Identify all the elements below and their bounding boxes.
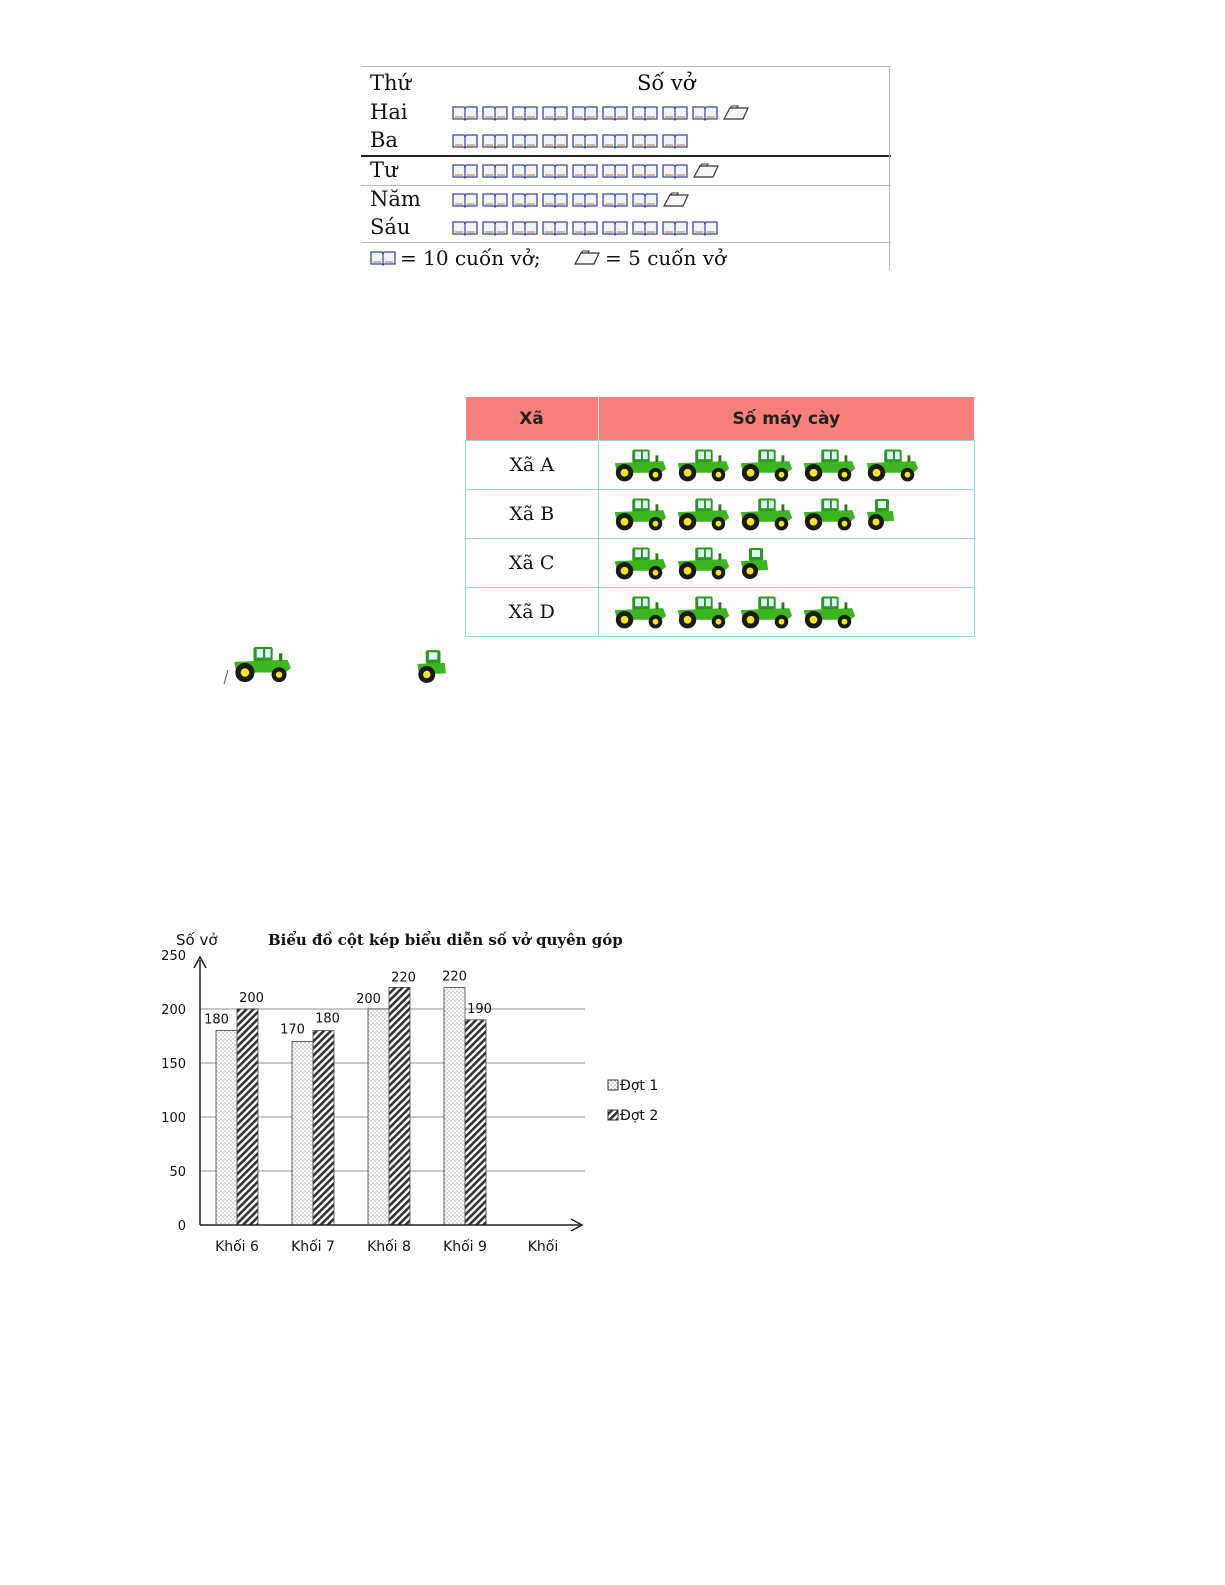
notebook-icon <box>512 133 538 149</box>
notebook-icon <box>572 220 598 236</box>
chart-ylabel: Số vở <box>176 931 218 949</box>
notebook-icon <box>602 220 628 236</box>
notebook-icon <box>572 105 598 121</box>
notebook-icon <box>512 105 538 121</box>
header-commune: Xã <box>466 397 599 441</box>
tractor-row <box>466 539 975 588</box>
y-tick-label: 100 <box>161 1111 186 1126</box>
tractor-icon <box>737 447 795 483</box>
notebook-icon <box>512 220 538 236</box>
day-label: Sáu <box>370 215 411 239</box>
y-tick-label: 150 <box>161 1057 186 1072</box>
notebook-icon <box>632 133 658 149</box>
notebook-icons <box>452 163 724 179</box>
notebook-icon <box>572 133 598 149</box>
half-notebook-icon <box>722 105 750 121</box>
tractor-icon <box>800 496 858 532</box>
x-tick-label: Khối 8 <box>367 1239 411 1255</box>
chart-title: Biểu đồ cột kép biểu diễn số vở quyên góp <box>268 931 623 949</box>
bar-1 <box>444 987 465 1225</box>
legend-swatch-series-1 <box>608 1080 618 1090</box>
tractor-icon <box>863 447 921 483</box>
x-tick-label: Khối 6 <box>215 1239 259 1255</box>
header-day: Thứ <box>370 71 412 95</box>
bar-chart <box>150 920 680 1265</box>
x-tick-label: Khối 7 <box>291 1239 335 1255</box>
notebook-row <box>361 127 891 157</box>
tractor-legend-full-icon <box>222 640 296 686</box>
half-notebook-icon <box>692 163 720 179</box>
notebook-icon <box>482 192 508 208</box>
y-tick-label: 50 <box>169 1165 186 1180</box>
notebook-icon <box>542 105 568 121</box>
tractor-icon <box>674 594 732 630</box>
day-label: Ba <box>370 128 398 152</box>
notebook-table-header <box>361 66 891 99</box>
tractor-icon <box>674 496 732 532</box>
notebook-icon <box>452 163 478 179</box>
commune-name: Xã D <box>466 588 599 637</box>
tractor-icon <box>737 594 795 630</box>
notebook-icon <box>542 192 568 208</box>
half-notebook-icon <box>662 192 690 208</box>
bar-1 <box>216 1031 237 1225</box>
notebook-icon <box>482 220 508 236</box>
commune-name: Xã C <box>466 539 599 588</box>
half-tractor-icon <box>863 497 897 531</box>
bar-2 <box>313 1031 334 1225</box>
chart-xlabel: Khối <box>527 1239 559 1255</box>
tractor-icon <box>674 447 732 483</box>
commune-name: Xã B <box>466 490 599 539</box>
notebook-icon <box>662 163 688 179</box>
notebook-icon <box>452 105 478 121</box>
notebook-icon <box>692 220 718 236</box>
y-tick-label: 250 <box>161 949 186 964</box>
tractor-icons-cell <box>598 588 975 637</box>
notebook-icon <box>692 105 718 121</box>
notebook-icon <box>542 133 568 149</box>
notebook-icon <box>662 105 688 121</box>
notebook-icon <box>632 192 658 208</box>
notebook-icon <box>370 250 396 266</box>
tractor-icon <box>611 545 669 581</box>
notebook-icon <box>452 220 478 236</box>
tractor-icon <box>611 447 669 483</box>
notebook-icon <box>482 133 508 149</box>
tractor-icon <box>611 594 669 630</box>
y-tick-label: 200 <box>161 1003 186 1018</box>
bar-1 <box>292 1041 313 1225</box>
legend-series-2: Đợt 2 <box>620 1108 659 1124</box>
bar-value-label: 220 <box>442 969 467 985</box>
bar-2 <box>389 987 410 1225</box>
tractor-row <box>466 588 975 637</box>
tractor-icons-cell <box>598 539 975 588</box>
bar-value-label: 180 <box>315 1011 340 1027</box>
notebook-icon <box>512 192 538 208</box>
notebook-icons <box>452 105 754 121</box>
notebook-icon <box>482 105 508 121</box>
tractor-icon <box>800 594 858 630</box>
half-notebook-icon <box>573 250 601 266</box>
notebook-icons <box>452 220 722 236</box>
x-tick-label: Khối 9 <box>443 1239 487 1255</box>
notebook-icon <box>662 133 688 149</box>
y-tick-label: 0 <box>177 1219 186 1234</box>
notebook-icon <box>632 163 658 179</box>
tractor-icon <box>611 496 669 532</box>
header-notebook-count: Số vở <box>637 71 696 95</box>
legend-half-label: = 5 cuốn vở <box>605 246 727 270</box>
bar-value-label: 180 <box>204 1012 229 1028</box>
notebook-icon <box>602 192 628 208</box>
notebook-icon <box>452 192 478 208</box>
notebook-row <box>361 99 891 127</box>
notebook-icon <box>542 220 568 236</box>
notebook-icon <box>542 163 568 179</box>
tractor-icons-cell <box>598 490 975 539</box>
notebook-icon <box>572 163 598 179</box>
notebook-row <box>361 214 891 243</box>
notebook-icon <box>662 220 688 236</box>
bar-value-label: 200 <box>239 991 264 1006</box>
notebook-icon <box>632 220 658 236</box>
notebook-icons <box>452 192 694 208</box>
notebook-icon <box>482 163 508 179</box>
header-tractor-count: Số máy cày <box>598 397 975 441</box>
notebook-legend <box>361 243 891 273</box>
tractor-legend-half-icon <box>413 648 449 684</box>
tractor-icon <box>674 545 732 581</box>
half-tractor-icon <box>737 546 771 580</box>
notebook-pictogram-table <box>361 66 891 273</box>
bar-value-label: 190 <box>467 1001 492 1017</box>
notebook-row <box>361 157 891 186</box>
notebook-row <box>361 186 891 214</box>
day-label: Hai <box>370 100 408 124</box>
commune-name: Xã A <box>466 441 599 490</box>
tractor-row <box>466 441 975 490</box>
legend-full-label: = 10 cuốn vở; <box>400 246 541 270</box>
day-label: Tư <box>370 158 398 182</box>
bar-2 <box>237 1009 258 1225</box>
notebook-icons <box>452 133 692 149</box>
tractor-row <box>466 490 975 539</box>
chart-legend <box>608 1078 658 1124</box>
notebook-icon <box>452 133 478 149</box>
day-label: Năm <box>370 187 421 211</box>
notebook-icon <box>572 192 598 208</box>
notebook-icon <box>602 105 628 121</box>
notebook-icon <box>602 163 628 179</box>
notebook-icon <box>602 133 628 149</box>
tractor-icons-cell <box>598 441 975 490</box>
table-border <box>889 66 890 270</box>
bar-2 <box>465 1020 486 1225</box>
tractor-pictogram-table <box>465 397 975 637</box>
bar-value-label: 200 <box>356 992 381 1007</box>
legend-swatch-series-2 <box>608 1110 618 1120</box>
bar-1 <box>368 1009 389 1225</box>
bar-value-label: 220 <box>391 970 416 986</box>
tractor-icon <box>737 496 795 532</box>
legend-series-1: Đợt 1 <box>620 1078 659 1094</box>
notebook-icon <box>632 105 658 121</box>
notebook-icon <box>512 163 538 179</box>
bar-value-label: 170 <box>280 1022 305 1038</box>
tractor-icon <box>800 447 858 483</box>
